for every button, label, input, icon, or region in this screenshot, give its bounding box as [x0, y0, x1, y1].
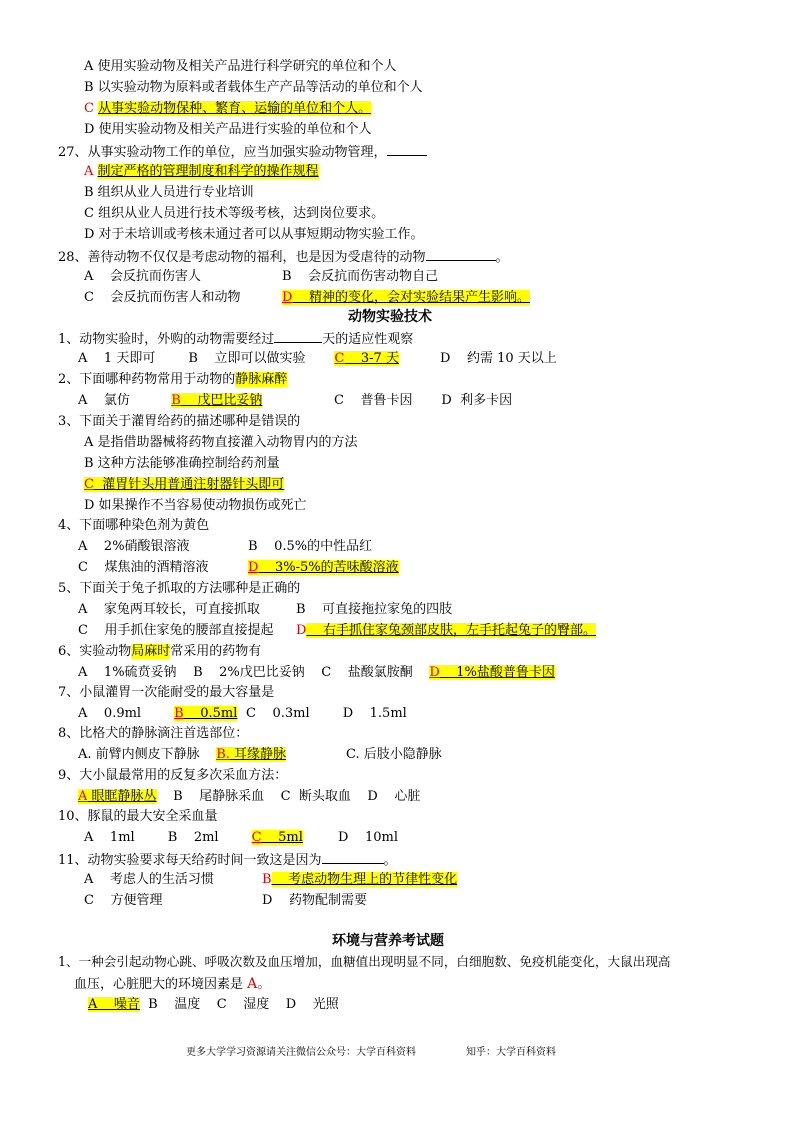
s2-q5-option-a: A 家兔两耳较长，可直接抓取	[78, 602, 260, 617]
s2-q2-question: 2、下面哪种药物常用于动物的静脉麻醉	[58, 372, 288, 387]
s2-q1-option-d: D 约需 10 天以上	[440, 351, 557, 366]
s2-q3-question: 3、下面关于灌胃给药的描述哪种是错误的	[58, 414, 301, 429]
s2-q9-options: A 眼眶静脉丛 B 尾静脉采血 C 断头取血 D 心脏	[78, 789, 421, 804]
q26-option-b: B 以实验动物为原料或者载体生产产品等活动的单位和个人	[84, 80, 423, 95]
s2-q5-option-b: B 可直接拖拉家兔的四肢	[296, 602, 453, 617]
s2-q10-option-d: D 10ml	[338, 830, 398, 845]
s2-q9-question: 9、大小鼠最常用的反复多次采血方法：	[58, 768, 288, 783]
q28-option-c: C 会反抗而伤害人和动物	[84, 290, 241, 305]
s2-q4-question: 4、下面哪种染色剂为黄色	[58, 518, 210, 533]
s2-q11-option-c: C 方便管理	[84, 893, 163, 908]
s2-q2-options: A 氯仿 B 戊巴比妥钠	[78, 393, 263, 408]
s2-q3-option-b: B 这种方法能够准确控制给药剂量	[84, 456, 280, 471]
s2-q4-option-a: A 2%硝酸银溶液	[78, 539, 190, 554]
s2-q11-question: 11、动物实验要求每天给药时间一致这是因为 。	[58, 850, 397, 870]
q27-option-d: D 对于未培训或考核未通过者可以从事短期动物实验工作。	[84, 227, 424, 242]
s2-q4-option-b: B 0.5%的中性品红	[248, 539, 373, 554]
q26-option-d: D 使用实验动物及相关产品进行实验的单位和个人	[84, 122, 372, 137]
s2-q8-question: 8、比格犬的静脉滴注首选部位：	[58, 726, 249, 741]
s2-q11-option-d: D 药物配制需要	[262, 893, 367, 908]
s2-q10-options: A 1ml B 2ml C 5ml	[84, 830, 303, 845]
s2-q8-option-c: C. 后肢小隐静脉	[346, 747, 442, 762]
s2-q7-options: A 0.9ml B 0.5ml	[78, 706, 238, 721]
q28-option-d: D 精神的变化，会对实验结果产生影响。	[282, 290, 530, 305]
q27-option-b: B 组织从业人员进行专业培训	[84, 185, 254, 200]
section-title-animal-experiment: 动物实验技术	[348, 309, 432, 325]
q26-option-c: C 从事实验动物保种、繁育、运输的单位和个人。	[84, 101, 372, 116]
q28-option-b: B 会反抗而伤害动物自己	[282, 269, 439, 284]
s2-q4-option-c: C 煤焦油的酒精溶液	[78, 560, 209, 575]
s2-q6-options: A 1%硫贲妥钠 B 2%戊巴比妥钠 C 盐酸氯胺酮 D 1%盐酸普鲁卡因	[78, 665, 555, 680]
s2-q6-question: 6、实验动物局麻时常采用的药物有	[58, 644, 262, 659]
s2-q10-question: 10、豚鼠的最大安全采血量	[58, 809, 218, 824]
footer-wechat: 更多大学学习资源请关注微信公众号：大学百科资料	[186, 1047, 416, 1058]
s2-q3-option-a: A 是指借助器械将药物直接灌入动物胃内的方法	[84, 435, 358, 450]
s2-q7-options-cd: C 0.3ml D 1.5ml	[246, 706, 407, 721]
s3-q1-options: A 噪音 B 温度 C 湿度 D 光照	[88, 997, 339, 1012]
q27-option-c: C 组织从业人员进行技术等级考核，达到岗位要求。	[84, 206, 385, 221]
s2-q5-question: 5、下面关于兔子抓取的方法哪种是正确的	[58, 581, 301, 596]
s2-q11-option-a: A 考虑人的生活习惯	[84, 872, 214, 887]
s2-q2-options-cd: C 普鲁卡因 D 利多卡因	[334, 393, 513, 408]
s2-q7-question: 7、小鼠灌胃一次能耐受的最大容量是	[58, 685, 275, 700]
s2-q5-option-c: C 用手抓住家兔的腰部直接提起	[78, 623, 274, 638]
q27-question: 27、从事实验动物工作的单位，应当加强实验动物管理，	[58, 142, 427, 162]
section-title-environment-nutrition: 环境与营养考试题	[332, 933, 444, 949]
footer-zhihu: 知乎：大学百科资料	[466, 1047, 556, 1058]
s2-q1-options: A 1 天即可 B 立即可以做实验 C 3-7 天	[78, 351, 399, 366]
s2-q5-option-d: D 右手抓住家兔颈部皮肤，左手托起兔子的臀部。	[296, 623, 596, 638]
s3-q1-line2: 血压，心脏肥大的环境因素是 A。	[74, 976, 272, 992]
q28-option-a: A 会反抗而伤害人	[84, 269, 201, 284]
q27-option-a: A 制定严格的管理制度和科学的操作规程	[84, 164, 319, 179]
s2-q3-option-c: C 灌胃针头用普通注射器针头即可	[84, 477, 285, 492]
q26-option-a: A 使用实验动物及相关产品进行科学研究的单位和个人	[84, 59, 397, 74]
s2-q1-question: 1、动物实验时，外购的动物需要经过 天的适应性观察	[58, 329, 413, 349]
s3-q1-line1: 1、一种会引起动物心跳、呼吸次数及血压增加，血糖值出现明显不同，白细胞数、免疫机能变化，大鼠出现高	[58, 954, 671, 969]
s2-q8-options: A. 前臂内侧皮下静脉 B. 耳缘静脉	[78, 747, 287, 762]
s2-q4-option-d: D 3%-5%的苦味酸溶液	[248, 560, 399, 575]
s2-q11-option-b: B 考虑动物生理上的节律性变化	[262, 872, 458, 887]
q28-question: 28、善待动物不仅仅是考虑动物的福利，也是因为受虐待的动物 。	[58, 247, 509, 267]
s2-q3-option-d: D 如果操作不当容易使动物损伤或死亡	[84, 498, 307, 513]
